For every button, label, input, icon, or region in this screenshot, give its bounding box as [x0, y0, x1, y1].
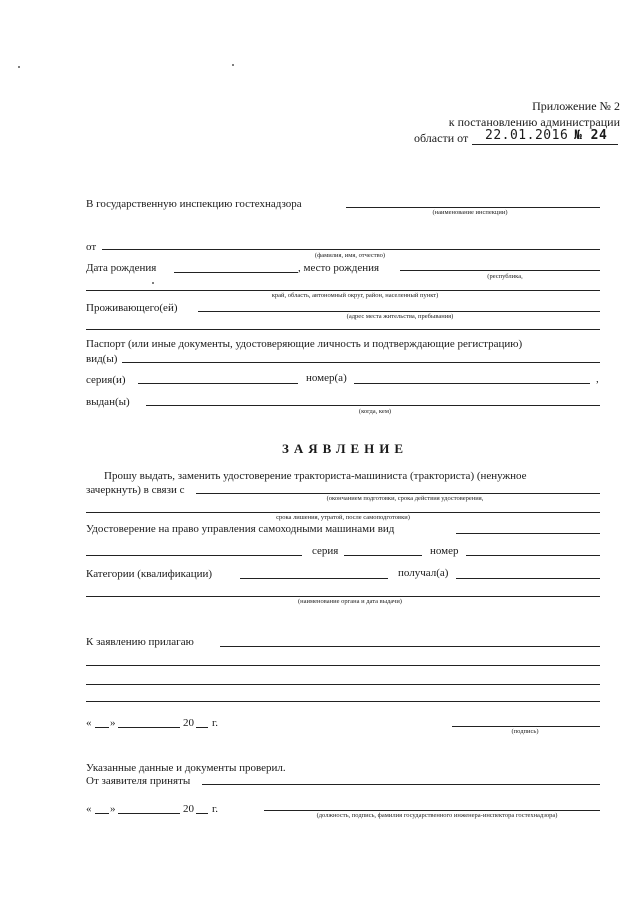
signature-caption: (подпись): [511, 728, 539, 735]
republic-caption: (республика,: [487, 273, 523, 280]
passport-issued-field[interactable]: [146, 405, 600, 406]
issued-caption: (когда, кем): [358, 408, 392, 415]
passport-kind-field[interactable]: [122, 362, 600, 363]
appendix-date: 22.01.2016: [485, 128, 569, 143]
inspector-year-prefix: 20: [183, 803, 194, 815]
applicant-year-field[interactable]: [196, 727, 208, 728]
attach-field[interactable]: [220, 646, 600, 647]
appendix-date-line: [472, 144, 618, 145]
verification-line1: Указанные данные и документы проверил.: [86, 762, 286, 774]
attach-field-3[interactable]: [86, 684, 600, 685]
inspector-date-open: «: [86, 803, 92, 815]
passport-number-label: номер(а): [306, 372, 347, 384]
attach-label: К заявлению прилагаю: [86, 636, 194, 648]
inspection-caption: (наименование инспекции): [432, 209, 508, 216]
applicant-date-close: »: [110, 717, 116, 729]
passport-issued-label: выдан(ы): [86, 396, 130, 408]
applicant-year-prefix: 20: [183, 717, 194, 729]
inspector-month-field[interactable]: [118, 813, 180, 814]
inspector-date-close: »: [110, 803, 116, 815]
birth-date-field[interactable]: [174, 272, 298, 273]
license-kind-field[interactable]: [456, 533, 600, 534]
verification-field[interactable]: [202, 784, 600, 785]
passport-number-field[interactable]: [354, 383, 590, 384]
inspector-year-suffix: г.: [212, 803, 219, 815]
request-reason-field-2[interactable]: [86, 512, 600, 513]
received-caption: (наименование органа и дата выдачи): [298, 598, 402, 605]
residence-label: Проживающего(ей): [86, 302, 178, 314]
birth-place-field-2[interactable]: [86, 290, 600, 291]
appendix-number: № 24: [574, 128, 608, 143]
scan-speck: [18, 66, 20, 68]
to-inspection-label: В государственную инспекцию гостехнадзора: [86, 198, 302, 210]
categories-field[interactable]: [240, 578, 388, 579]
received-field[interactable]: [456, 578, 600, 579]
appendix-line1: Приложение № 2: [532, 99, 620, 113]
scan-speck: [152, 282, 154, 284]
applicant-name-field[interactable]: [102, 249, 600, 250]
region-caption: край, область, автономный округ, район, населенный пункт): [271, 292, 439, 299]
attach-field-2[interactable]: [86, 665, 600, 666]
received-field-2[interactable]: [86, 596, 600, 597]
inspector-signature-field[interactable]: [264, 810, 600, 811]
from-label: от: [86, 241, 97, 253]
appendix-line3-prefix: области от: [414, 131, 469, 145]
license-number-field[interactable]: [466, 555, 600, 556]
birth-place-field[interactable]: [400, 270, 600, 271]
passport-comma: ,: [596, 373, 599, 385]
request-line2: зачеркнуть) в связи с: [86, 484, 185, 496]
received-label: получал(а): [398, 567, 449, 579]
passport-series-field[interactable]: [138, 383, 298, 384]
license-series-label: серия: [312, 545, 339, 557]
inspector-day-field[interactable]: [95, 813, 109, 814]
inspection-name-field[interactable]: [346, 207, 600, 208]
appendix-line2: к постановлению администрации: [448, 115, 620, 129]
license-label: Удостоверение на право управления самоходными машинами вид: [86, 523, 395, 535]
birth-date-label: Дата рождения: [86, 262, 157, 274]
name-caption: (фамилия, имя, отчество): [314, 252, 386, 259]
license-number-label: номер: [430, 545, 459, 557]
license-series-field[interactable]: [344, 555, 422, 556]
applicant-month-field[interactable]: [118, 727, 180, 728]
inspector-year-field[interactable]: [196, 813, 208, 814]
residence-field[interactable]: [198, 311, 600, 312]
residence-field-2[interactable]: [86, 329, 600, 330]
applicant-date-open: «: [86, 717, 92, 729]
verification-line2: От заявителя приняты: [86, 775, 191, 787]
statement-title: ЗАЯВЛЕНИЕ: [282, 441, 409, 456]
passport-series-label: серия(и): [86, 374, 126, 386]
request-line1: Прошу выдать, заменить удостоверение тракториста-машиниста (тракториста) (ненужное: [104, 470, 527, 482]
scan-speck: [232, 64, 234, 66]
inspector-caption: (должность, подпись, фамилия государственного инженера-инспектора гостехнадзора): [316, 812, 558, 819]
categories-label: Категории (квалификации): [86, 568, 213, 580]
license-kind-field-2[interactable]: [86, 555, 302, 556]
request-caption2: срока лишения, утратой, после самоподготовки): [276, 514, 410, 521]
attach-field-4[interactable]: [86, 701, 600, 702]
applicant-signature-field[interactable]: [452, 726, 600, 727]
passport-kind-label: вид(ы): [86, 353, 118, 365]
birth-place-label: , место рождения: [298, 262, 380, 274]
applicant-day-field[interactable]: [95, 727, 109, 728]
request-reason-field[interactable]: [196, 493, 600, 494]
residence-caption: (адрес места жительства, пребывания): [346, 313, 454, 320]
request-caption1: (окончанием подготовки, срока действия удостоверения,: [326, 495, 484, 502]
applicant-year-suffix: г.: [212, 717, 219, 729]
passport-label: Паспорт (или иные документы, удостоверяющие личность и подтверждающие регистрацию): [86, 338, 523, 350]
